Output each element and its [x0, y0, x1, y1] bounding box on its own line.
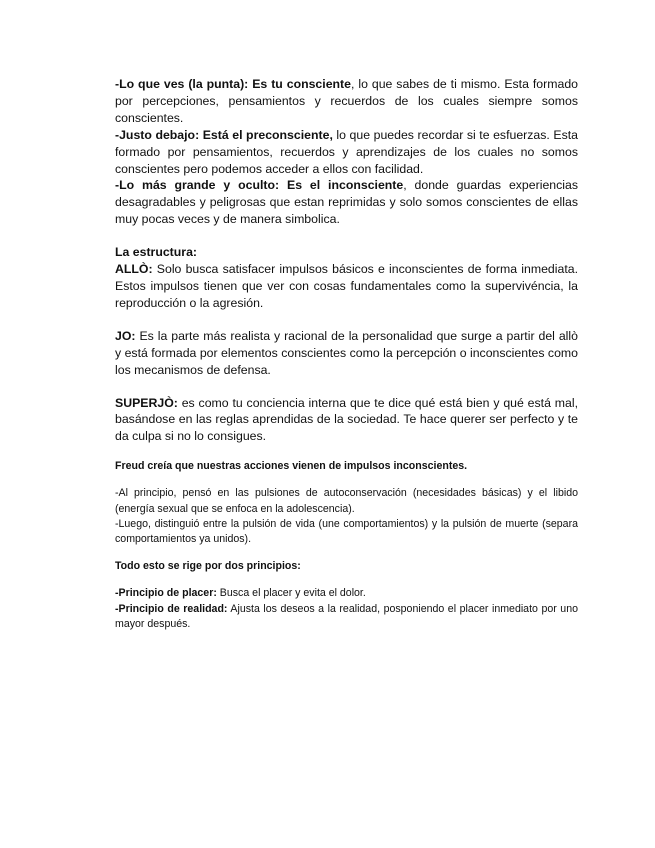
- realidad-label: -Principio de realidad:: [115, 602, 228, 615]
- freud-heading: [115, 459, 578, 474]
- estructura-superjo: [115, 395, 578, 446]
- iceberg-consciente: [115, 76, 578, 127]
- preconsciente-label: -Justo debajo: Está el preconsciente,: [115, 127, 333, 142]
- superjo-label: SUPERJÒ:: [115, 395, 178, 410]
- spacer: [115, 228, 578, 244]
- consciente-text: , lo que sabes de ti mismo. Esta formado por percepciones, pensamientos y recuerdos de los cuales siempre somos conscientes.: [115, 77, 578, 125]
- consciente-label: -Lo que ves (la punta): Es tu consciente: [115, 77, 351, 91]
- allo-label: ALLÒ:: [115, 262, 153, 277]
- preconsciente-text: lo que puedes recordar si te esfuerzas. Esta formado por pensamientos, recuerdos y aprendizajes de los cuales no somos conscientes pero podemos acceder a ellos con facilidad.: [115, 127, 578, 176]
- realidad-text: Ajusta los deseos a la realidad, posponiendo el placer inmediato por uno mayor después.: [115, 602, 578, 630]
- spacer: [115, 474, 578, 486]
- allo-text: Solo busca satisfacer impulsos básicos e inconscientes de forma inmediata. Estos impulsos tienen que ver con cosas fundamentales como la supervivéncia, la reproducción o la agresión.: [115, 262, 578, 310]
- principio-realidad: [115, 602, 578, 632]
- placer-label: -Principio de placer:: [115, 587, 217, 600]
- freud-line-2: -Luego, distinguió entre la pulsión de vida (une comportamientos) y la pulsión de muerte (separa comportamientos ya unidos).: [115, 517, 578, 546]
- principios-heading-text: Todo esto se rige por dos principios:: [115, 560, 301, 573]
- spacer: [115, 379, 578, 395]
- superjo-text: es como tu conciencia interna que te dice qué está bien y qué está mal, basándose en las reglas aprendidas de la sociedad. Te hace querer ser perfecto y te da culpa si no lo consigues.: [115, 395, 578, 444]
- jo-text: Es la parte más realista y racional de la personalidad que surge a partir del allò y está formada por elementos conscientes como la percepción o inconscientes como los mecanismos de defensa.: [115, 328, 578, 377]
- spacer: [115, 547, 578, 559]
- principio-placer: [115, 586, 578, 601]
- jo-label: JO:: [115, 328, 136, 343]
- spacer: [115, 312, 578, 328]
- iceberg-inconsciente: [115, 177, 578, 228]
- document-page: [115, 76, 578, 632]
- iceberg-preconsciente: [115, 127, 578, 178]
- spacer: [115, 445, 578, 459]
- principios-heading: [115, 559, 578, 574]
- estructura-heading-text: La estructura:: [115, 245, 198, 260]
- estructura-heading: [115, 244, 578, 261]
- estructura-jo: [115, 328, 578, 379]
- placer-text: Busca el placer y evita el dolor.: [216, 587, 366, 600]
- estructura-allo: [115, 261, 578, 312]
- inconsciente-label: -Lo más grande y oculto: Es el inconsciente: [115, 178, 404, 193]
- freud-line-1: -Al principio, pensó en las pulsiones de autoconservación (necesidades básicas) y el libido (energía sexual que se enfoca en la adolescencia).: [115, 487, 578, 515]
- inconsciente-text: , donde guardas experiencias desagradables y peligrosas que estan reprimidas y solo somos conscientes de ellas muy pocas veces y de manera simbolica.: [115, 178, 578, 227]
- spacer: [115, 574, 578, 586]
- freud-heading-text: Freud creía que nuestras acciones vienen de impulsos inconscientes.: [115, 460, 468, 473]
